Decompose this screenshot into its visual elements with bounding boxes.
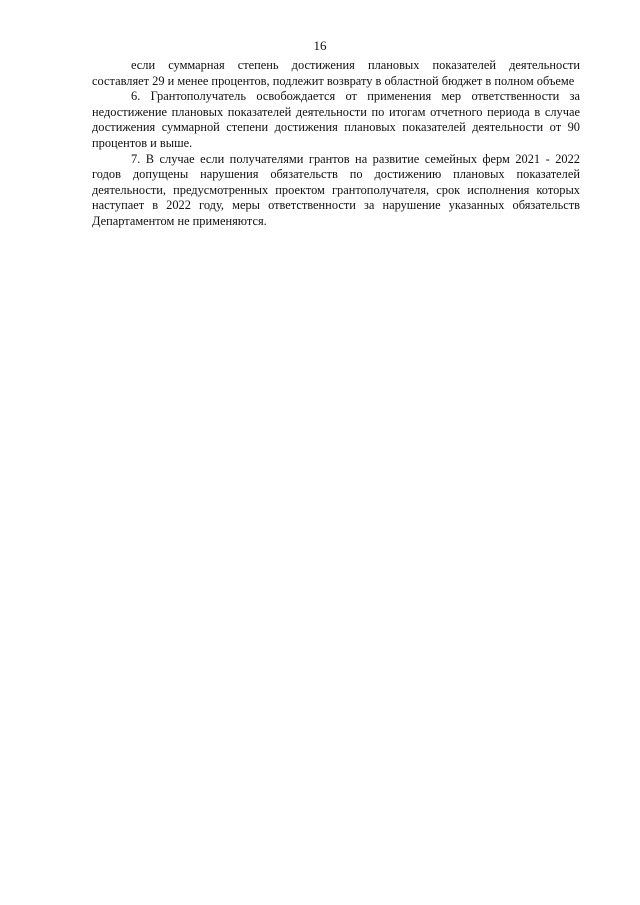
page-number: 16	[313, 38, 327, 53]
document-body	[92, 58, 580, 230]
paragraph-item-7: 7. В случае если получателями грантов на развитие семейных ферм 2021 - 2022 годов допущены нарушения обязательств по достижению плановых показателей деятельности, предусмотренных проектом грантополучателя, срок исполнения которых наступает в 2022 году, меры ответственности за нарушение указанных обязательств Департаментом не применяются.	[92, 151, 580, 228]
paragraph-item-6: 6. Грантополучатель освобождается от применения мер ответственности за недостижение плановых показателей деятельности по итогам отчетного периода в случае достижения суммарной степени достижения плановых показателей деятельности от 90 процентов и выше.	[92, 89, 580, 150]
paragraph-continuation: если суммарная степень достижения плановых показателей деятельности составляет 29 и менее процентов, подлежит возврату в областной бюджет в полном объеме	[92, 58, 580, 88]
